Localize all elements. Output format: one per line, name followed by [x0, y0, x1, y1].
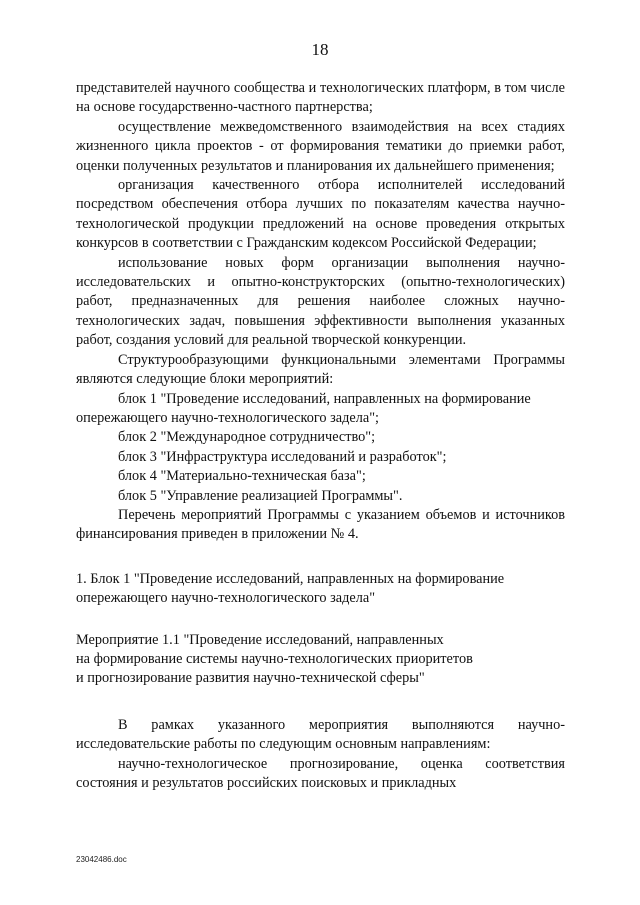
paragraph-selection: организация качественного отбора исполнителей исследований посредством обеспечения отбора лучших по показателям качества научно-технологической продукции предложений на основе проведения открытых конкурсов в соответствии с Гражданским кодексом Российской Федерации; — [76, 177, 565, 252]
activity-heading-line: на формирование системы научно-технологических приоритетов — [76, 650, 473, 667]
paragraph-financing: Перечень мероприятий Программы с указанием объемов и источников финансирования приведен в приложении № 4. — [76, 506, 565, 543]
section-heading — [76, 570, 565, 609]
block-list-item: блок 5 "Управление реализацией Программы". — [118, 487, 403, 504]
block-list-item: блок 2 "Международное сотрудничество"; — [118, 429, 376, 446]
activity-heading — [76, 631, 565, 689]
activity-heading-line: и прогнозирование развития научно-технической сферы" — [76, 670, 425, 687]
section-heading-line: опережающего научно-технологического задела" — [76, 590, 376, 607]
paragraph-continuation: представителей научного сообщества и технологических платформ, в том числе на основе государственно-частного партнерства; — [76, 80, 565, 116]
paragraph-forecasting: научно-технологическое прогнозирование, оценка соответствия состояния и результатов российских поисковых и прикладных — [76, 755, 565, 791]
paragraph-new-forms: использование новых форм организации выполнения научно-исследовательских и опытно-конструкторских (опытно-технологических) работ, предназначенных для решения наиболее сложных научно-технологических задач, повышения эффективности выполнения указанных работ, создания условий для реальной творческой конкуренции. — [76, 254, 565, 349]
page-number: 18 — [311, 40, 329, 59]
section-heading-line: 1. Блок 1 "Проведение исследований, направленных на формирование — [76, 570, 505, 587]
paragraph-structure: Структурообразующими функциональными элементами Программы являются следующие блоки мероприятий: — [76, 351, 565, 388]
activity-heading-line: Мероприятие 1.1 "Проведение исследований, направленных — [76, 631, 444, 648]
document-body — [76, 79, 565, 793]
paragraph-research-directions: В рамках указанного мероприятия выполняются научно-исследовательские работы по следующим основным направлениям: — [76, 716, 565, 753]
block-list-item: блок 3 "Инфраструктура исследований и разработок"; — [118, 448, 447, 465]
file-name-footer: 23042486.doc — [76, 855, 127, 864]
paragraph-interagency: осуществление межведомственного взаимодействия на всех стадиях жизненного цикла проектов - от формирования тематики до приемки работ, оценки полученных результатов и планирования их дальнейшего применения; — [76, 118, 565, 174]
block-list-item: блок 4 "Материально-техническая база"; — [118, 468, 366, 485]
block-list-item: блок 1 "Проведение исследований, направленных на формирование опережающего научно-технологического задела"; — [76, 390, 531, 426]
